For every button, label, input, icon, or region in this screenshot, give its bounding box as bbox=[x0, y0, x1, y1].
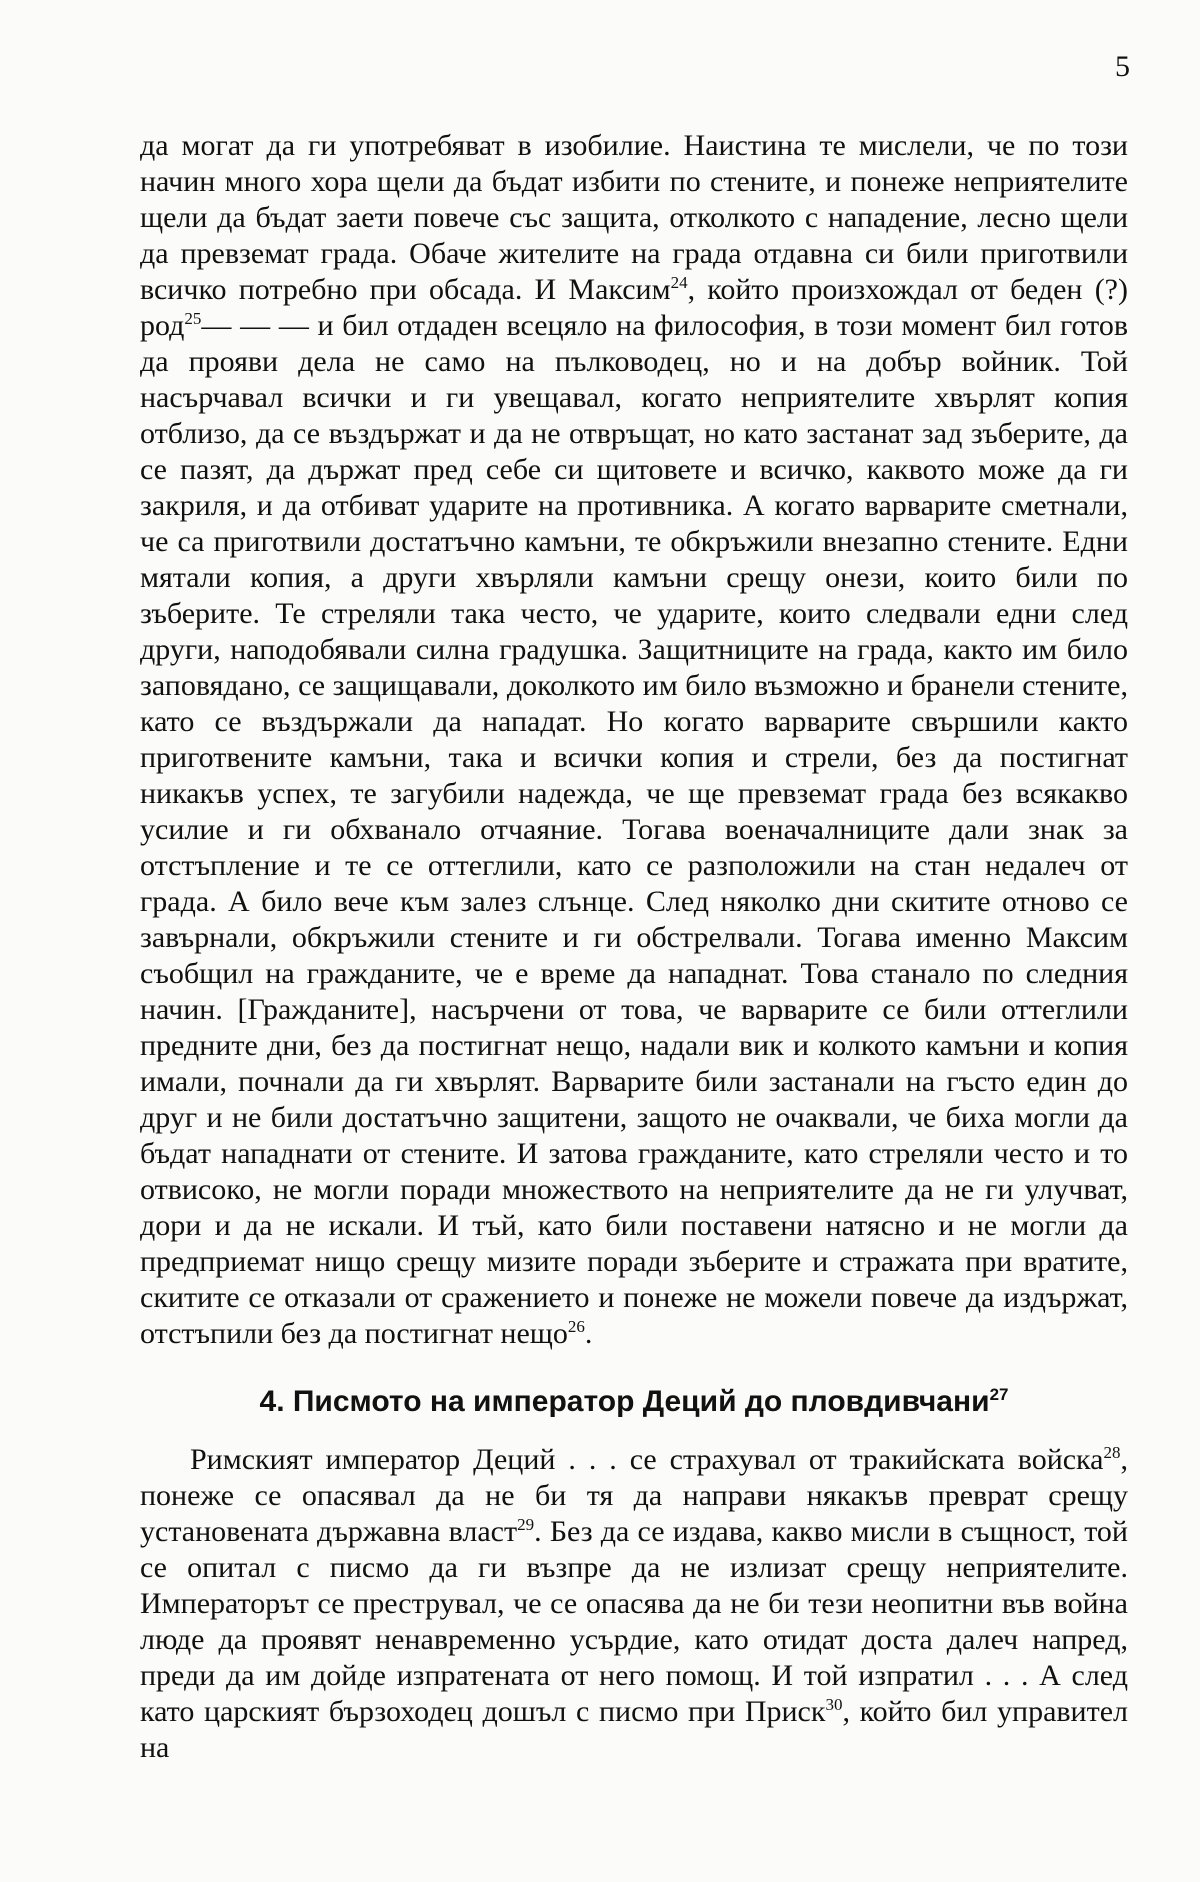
paragraph-text: , който произхождал от беден (?) род bbox=[140, 273, 1128, 342]
section-heading-text: 4. Писмото на император Деций до пловдивчани bbox=[259, 1385, 990, 1418]
footnote-marker-30: 30 bbox=[825, 1695, 843, 1714]
paragraph-text: — — — и бил отдаден всецяло на философия, в този момент бил готов да прояви дела не само на пълководец, но и на добър войник. Той насърчавал всички и ги увещавал, когато неприятелите хвърлят копия отблизо, да се въздържат и да не отвръщат, но като застанат зад зъберите, да се пазят, да държат пред себе си щитовете и всичко, каквото може да ги закриля, и да отбиват ударите на противника. А когато варварите сметнали, че са приготвили достатъчно камъни, те обкръжили внезапно стените. Едни мятали копия, а други хвърляли камъни срещу онези, които били по зъберите. Те стреляли така често, че ударите, които следвали едни след други, наподобявали силна градушка. Защитниците на града, както им било заповядано, се защищавали, доколкото им било възможно и бранели стените, като се въздържали да нападат. Но когато варварите свършили както приготвените камъни, така и всички копия и стрели, без да постигнат никакъв успех, те загубили надежда, че ще превземат града без всякакво усилие и ги обхванало отчаяние. Тогава военачалниците дали знак за отстъпление и те се оттеглили, като се разположили на стан недалеч от града. А било вече към залез слънце. След няколко дни скитите отново се завърнали, обкръжили стените и ги обстрелвали. Тогава именно Максим съобщил на гражданите, че е време да нападнат. Това станало по следния начин. [Гражданите], насърчени от това, че варварите се били оттеглили предните дни, без да постигнат нещо, надали вик и колкото камъни и копия имали, почнали да ги хвърлят. Варварите били застанали на гъсто един до друг и не били достатъчно защитени, защото не очаквали, че биха могли да бъдат нападнати от стените. И затова гражданите, като стреляли често и то отвисоко, не могли поради множеството на неприятелите да не ги улучват, дори и да не искали. И тъй, като били поставени натясно и не могли да предприемат нищо срещу мизите поради зъберите и стражата при вратите, скитите се отказали от сражението и понеже не можели повече да издържат, отстъпили без да постигнат нещо bbox=[140, 309, 1128, 1350]
paragraph bbox=[140, 1442, 1128, 1766]
footnote-marker-27: 27 bbox=[989, 1385, 1009, 1404]
paragraph-text: Римският император Деций . . . се страхувал от тракийската войска bbox=[190, 1443, 1104, 1476]
paragraph-continuation bbox=[140, 128, 1128, 1352]
footnote-marker-29: 29 bbox=[517, 1515, 535, 1534]
footnote-marker-25: 25 bbox=[184, 309, 202, 328]
footnote-marker-24: 24 bbox=[670, 273, 688, 292]
paragraph-text: . Без да се издава, какво мисли в същност, той се опитал с писмо да ги възпре да не излизат срещу неприятелите. Императорът се преструвал, че се опасява да не би тези неопитни във война люде да проявят ненавременно усърдие, като отидат доста далеч напред, преди да им дойде изпратената от него помощ. И той изпратил . . . А след като царският бързоходец дошъл с писмо при Приск bbox=[140, 1515, 1128, 1728]
paragraph-end: . bbox=[584, 1317, 593, 1350]
footnote-marker-28: 28 bbox=[1103, 1443, 1121, 1462]
paragraph-text: да могат да ги употребяват в изобилие. Наистина те мислели, че по този начин много хора щели да бъдат избити по стените, и понеже неприятелите щели да бъдат заети повече със защита, отколкото с нападение, лесно щели да превземат града. Обаче жителите на града отдавна си били приготвили всичко потребно при обсада. И Максим bbox=[140, 129, 1128, 306]
page-number: 5 bbox=[1115, 50, 1130, 83]
paragraph-text: , понеже се опасявал да не би тя да направи някакъв преврат срещу установената държавна власт bbox=[140, 1443, 1128, 1548]
paragraph-text: , който бил управител на bbox=[140, 1695, 1128, 1764]
section-heading bbox=[140, 1382, 1128, 1422]
footnote-marker-26: 26 bbox=[567, 1317, 585, 1336]
page-body bbox=[140, 128, 1128, 1766]
